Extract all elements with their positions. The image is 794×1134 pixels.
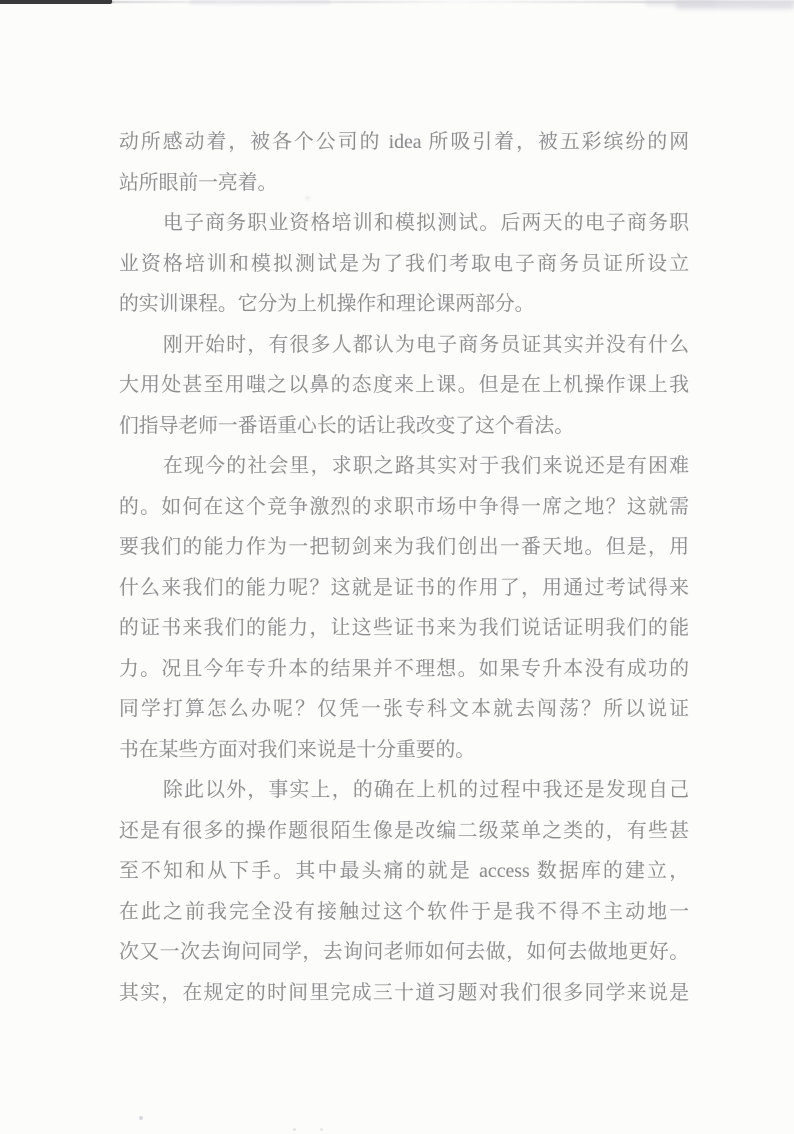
text-line: 力。况且今年专升本的结果并不理想。如果专升本没有成功的	[119, 657, 689, 680]
text-line: 站所眼前一亮着。	[119, 171, 278, 194]
text-line: 次又一次去询问同学，去询问老师如何去做，如何去做地更好。	[119, 941, 689, 963]
text-line: 的实训课程。它分为上机操作和理论课两部分。	[119, 293, 535, 315]
scan-artifact-top-left-bar	[0, 0, 112, 4]
scan-artifact-top-right-smudge-2	[646, 0, 716, 6]
text-line: 其实，在规定的时间里完成三十道习题对我们很多同学来说是	[119, 981, 689, 1004]
text-line: 的。如何在这个竞争激烈的求职市场中争得一席之地？这就需	[119, 495, 689, 518]
text-line: 们指导老师一番语重心长的话让我改变了这个看法。	[119, 414, 574, 437]
text-line: 至不知和从下手。其中最头痛的就是 access 数据库的建立，	[119, 860, 689, 882]
text-line: 要我们的能力作为一把韧剑来为我们创出一番天地。但是，用	[119, 536, 689, 558]
text-line: 大用处甚至用嗤之以鼻的态度来上课。但是在上机操作课上我	[119, 374, 689, 396]
text-line: 在此之前我完全没有接触过这个软件于是我不得不主动地一	[119, 900, 689, 923]
text-line: 刚开始时，有很多人都认为电子商务员证其实并没有什么	[163, 333, 689, 356]
text-line: 的证书来我们的能力，让这些证书来为我们说话证明我们的能	[119, 617, 689, 639]
text-line: 电子商务职业资格培训和模拟测试。后两天的电子商务职	[163, 212, 689, 234]
scan-artifact-top-middle-smudge	[190, 0, 330, 4]
text-line: 动所感动着，被各个公司的 idea 所吸引着，被五彩缤纷的网	[119, 131, 689, 153]
text-line: 什么来我们的能力呢？这就是证书的作用了，用通过考试得来	[119, 576, 689, 599]
scan-speck	[293, 1128, 296, 1131]
document-text-block	[119, 122, 689, 1013]
scan-speck	[139, 1116, 143, 1120]
text-line: 除此以外，事实上，的确在上机的过程中我还是发现自己	[163, 779, 689, 801]
text-line: 在现今的社会里，求职之路其实对于我们来说还是有困难	[163, 455, 689, 477]
text-line: 同学打算怎么办呢？仅凭一张专科文本就去闯荡？所以说证	[119, 698, 689, 720]
text-line: 书在某些方面对我们来说是十分重要的。	[119, 738, 476, 761]
text-line: 还是有很多的操作题很陌生像是改编二级菜单之类的，有些甚	[119, 819, 689, 842]
scan-speck	[320, 1128, 323, 1131]
text-line: 业资格培训和模拟测试是为了我们考取电子商务员证所设立	[119, 252, 689, 275]
